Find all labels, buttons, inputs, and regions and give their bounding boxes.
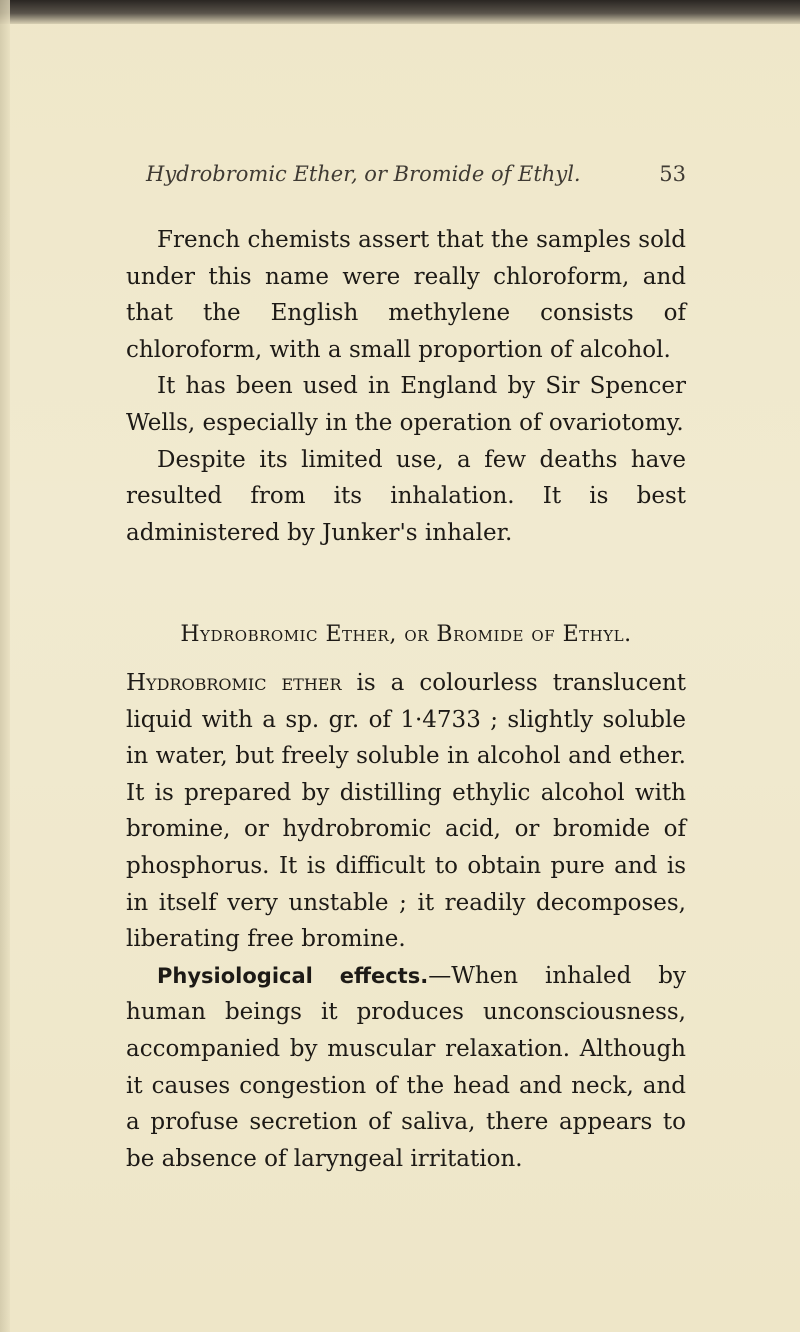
paragraph: Despite its limited use, a few deaths have resulted from its inhalation. It is best administered by Junker's inhaler. — [126, 446, 686, 546]
paragraph-text: —When inhaled by human beings it produces unconsciousness, accompanied by muscular relaxation. Although it causes congestion of the head and neck, and a profuse secretion of saliva, there appears to be absence of laryngeal irritation. — [126, 962, 686, 1172]
book-gutter-edge — [0, 0, 10, 1332]
paragraph — [126, 958, 686, 1178]
page-number: 53 — [659, 162, 686, 186]
paragraph — [126, 665, 686, 958]
lead-smallcaps-term: Hydrobromic ether — [126, 670, 342, 696]
running-head-title: Hydrobromic Ether, or Bromide of Ethyl. — [146, 162, 581, 186]
paragraph-text: is a colourless translucent liquid with a sp. gr. of 1·4733 ; slightly soluble in water, but freely soluble in alcohol and ether. It is prepared by distilling ethylic alcohol with bromine, or hydrobromic acid, or bromide of phosphorus. It is difficult to obtain pure and is in itself very unstable ; it readily decomposes, liberating free bromine. — [126, 670, 686, 953]
paragraph: French chemists assert that the samples sold under this name were really chloroform, and that the English methylene consists of chloroform, with a small proportion of alcohol. — [126, 227, 686, 363]
section-heading: Hydrobromic Ether, or Bromide of Ethyl. — [180, 622, 632, 647]
book-top-edge — [0, 0, 800, 24]
physiological-effects-heading: Physiological effects. — [157, 963, 429, 988]
hydrobromic-ether-text-block — [126, 665, 686, 1177]
chloroform-text-block — [126, 222, 686, 551]
paragraph: It has been used in England by Sir Spencer Wells, especially in the operation of ovariotomy. — [126, 373, 686, 436]
running-head — [146, 162, 686, 186]
